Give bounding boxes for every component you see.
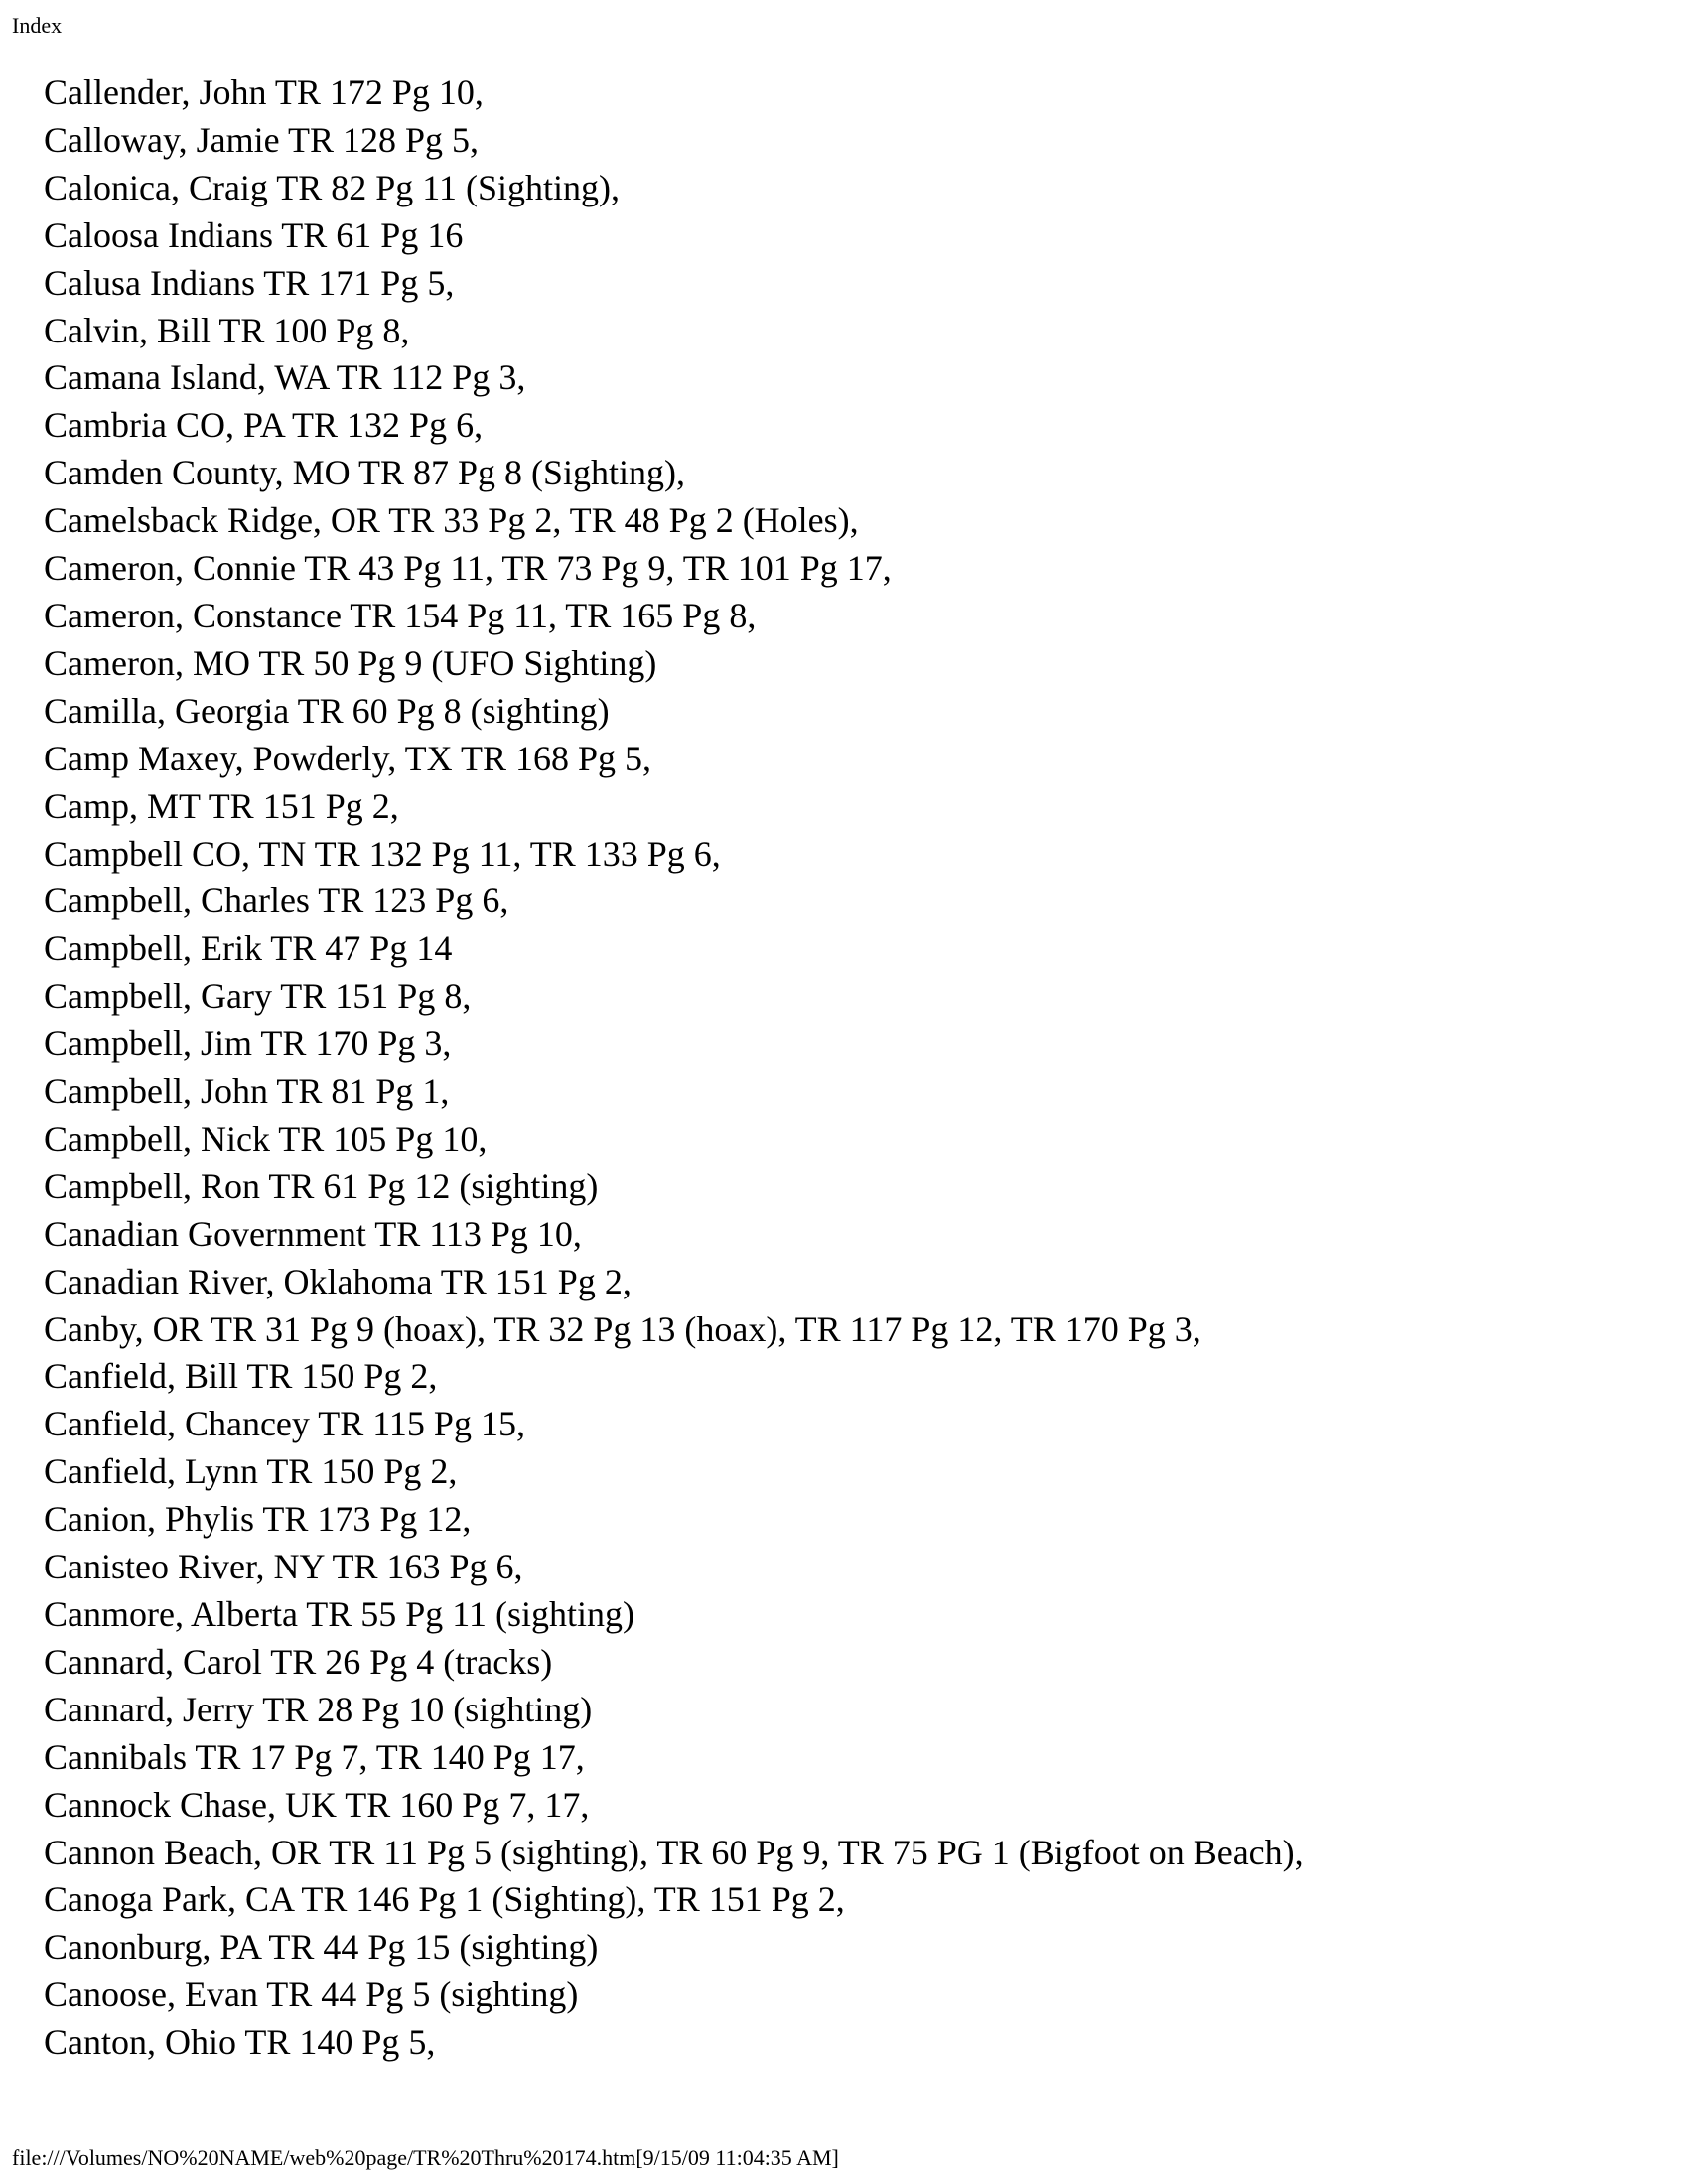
index-entry: Cambria CO, PA TR 132 Pg 6,: [44, 405, 484, 446]
page-header: Index: [12, 13, 63, 38]
index-entry: Campbell CO, TN TR 132 Pg 11, TR 133 Pg 6,: [44, 833, 721, 874]
index-entry: Cannock Chase, UK TR 160 Pg 7, 17,: [44, 1784, 590, 1825]
index-entry: Camilla, Georgia TR 60 Pg 8 (sighting): [44, 690, 610, 731]
index-entry: Cameron, MO TR 50 Pg 9 (UFO Sighting): [44, 642, 657, 683]
index-entry: Canadian Government TR 113 Pg 10,: [44, 1213, 582, 1254]
index-entry: Canton, Ohio TR 140 Pg 5,: [44, 2022, 436, 2063]
index-entry: Camelsback Ridge, OR TR 33 Pg 2, TR 48 Pg 2 (Holes),: [44, 500, 859, 541]
index-entry: Canfield, Lynn TR 150 Pg 2,: [44, 1451, 458, 1492]
index-entry: Campbell, Ron TR 61 Pg 12 (sighting): [44, 1165, 599, 1206]
index-entry: Calloway, Jamie TR 128 Pg 5,: [44, 119, 479, 160]
index-list: [44, 69, 1304, 2067]
index-entry: Cameron, Constance TR 154 Pg 11, TR 165 Pg 8,: [44, 595, 757, 635]
index-entry: Calusa Indians TR 171 Pg 5,: [44, 262, 455, 303]
index-entry: Cameron, Connie TR 43 Pg 11, TR 73 Pg 9, TR 101 Pg 17,: [44, 548, 892, 589]
index-entry: Campbell, Jim TR 170 Pg 3,: [44, 1024, 452, 1064]
index-entry: Camp, MT TR 151 Pg 2,: [44, 785, 399, 826]
index-entry: Cannibals TR 17 Pg 7, TR 140 Pg 17,: [44, 1736, 585, 1777]
index-entry: Cannard, Carol TR 26 Pg 4 (tracks): [44, 1641, 553, 1682]
index-entry: Canoose, Evan TR 44 Pg 5 (sighting): [44, 1975, 579, 2015]
index-entry: Canisteo River, NY TR 163 Pg 6,: [44, 1547, 523, 1587]
index-entry: Calonica, Craig TR 82 Pg 11 (Sighting),: [44, 167, 620, 207]
index-entry: Camp Maxey, Powderly, TX TR 168 Pg 5,: [44, 738, 651, 778]
index-entry: Canoga Park, CA TR 146 Pg 1 (Sighting), TR 151 Pg 2,: [44, 1879, 845, 1920]
index-entry: Canby, OR TR 31 Pg 9 (hoax), TR 32 Pg 13 (hoax), TR 117 Pg 12, TR 170 Pg 3,: [44, 1308, 1201, 1349]
index-entry: Camana Island, WA TR 112 Pg 3,: [44, 357, 526, 398]
index-entry: Camden County, MO TR 87 Pg 8 (Sighting),: [44, 453, 686, 493]
index-entry: Caloosa Indians TR 61 Pg 16: [44, 214, 464, 255]
index-entry: Campbell, Gary TR 151 Pg 8,: [44, 976, 472, 1017]
index-entry: Cannard, Jerry TR 28 Pg 10 (sighting): [44, 1689, 593, 1729]
index-entry: Campbell, Erik TR 47 Pg 14: [44, 928, 453, 969]
index-entry: Campbell, John TR 81 Pg 1,: [44, 1071, 450, 1112]
index-entry: Campbell, Nick TR 105 Pg 10,: [44, 1118, 488, 1159]
index-entry: Cannon Beach, OR TR 11 Pg 5 (sighting), TR 60 Pg 9, TR 75 PG 1 (Bigfoot on Beach),: [44, 1832, 1304, 1872]
index-entry: Campbell, Charles TR 123 Pg 6,: [44, 881, 509, 921]
index-entry: Canfield, Chancey TR 115 Pg 15,: [44, 1404, 525, 1444]
index-entry: Calvin, Bill TR 100 Pg 8,: [44, 310, 410, 350]
page-footer-url: file:///Volumes/NO%20NAME/web%20page/TR%20Thru%20174.htm[9/15/09 11:04:35 AM]: [12, 2145, 839, 2170]
index-entry: Canadian River, Oklahoma TR 151 Pg 2,: [44, 1261, 632, 1301]
index-entry: Callender, John TR 172 Pg 10,: [44, 72, 484, 112]
index-entry: Canion, Phylis TR 173 Pg 12,: [44, 1499, 472, 1540]
index-entry: Canonburg, PA TR 44 Pg 15 (sighting): [44, 1927, 599, 1968]
index-entry: Canfield, Bill TR 150 Pg 2,: [44, 1356, 438, 1397]
index-entry: Canmore, Alberta TR 55 Pg 11 (sighting): [44, 1594, 634, 1634]
